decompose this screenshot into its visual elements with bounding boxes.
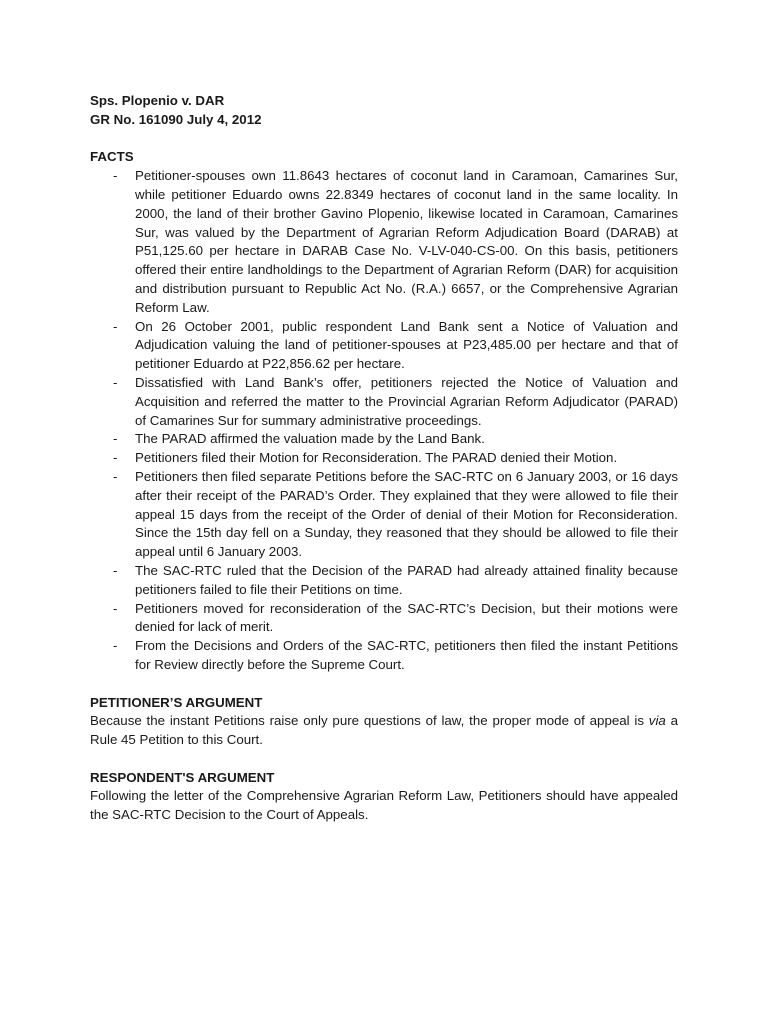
spacer <box>90 130 678 149</box>
fact-text: Petitioner-spouses own 11.8643 hectares of coconut land in Caramoan, Camarines Sur, while petitioner Eduardo owns 22.8349 hectares of coconut land in the same locality. In 2000, the land of their brother Gavino Plopenio, likewise located in Caramoan, Camarines Sur, was valued by the Department of Agrarian Reform Adjudication Board (DARAB) at P51,125.60 per hectare in DARAB Case No. V-LV-040-CS-00. On this basis, petitioners offered their entire landholdings to the Department of Agrarian Reform (DAR) for acquisition and distribution pursuant to Republic Act No. (R.A.) 6657, or the Comprehensive Agrarian Reform Law. <box>135 168 678 315</box>
respondent-argument-text: Following the letter of the Comprehensive Agrarian Reform Law, Petitioners should have appealed the SAC-RTC Decision to the Court of Appeals. <box>90 788 678 823</box>
bullet-dash: - <box>113 638 118 654</box>
list-item <box>90 637 678 675</box>
spacer <box>90 750 678 769</box>
fact-text: Dissatisfied with Land Bank’s offer, petitioners rejected the Notice of Valuation and Acquisition and referred the matter to the Provincial Agrarian Reform Adjudicator (PARAD) of Camarines Sur for summary administrative proceedings. <box>135 374 678 428</box>
bullet-dash: - <box>113 468 118 484</box>
list-item <box>90 600 678 638</box>
list-item <box>90 374 678 430</box>
petitioner-argument-heading: PETITIONER’S ARGUMENT <box>90 694 263 710</box>
bullet-dash: - <box>113 562 118 578</box>
case-title: Sps. Plopenio v. DAR <box>90 93 225 108</box>
bullet-dash: - <box>113 450 118 466</box>
argument-text-italic: via <box>648 713 666 729</box>
bullet-dash: - <box>113 600 118 616</box>
facts-list <box>90 167 678 675</box>
list-item <box>90 167 678 317</box>
argument-text-part: Because the instant Petitions raise only pure questions of law, the proper mode of appeal is <box>90 713 649 729</box>
facts-heading: FACTS <box>90 149 134 165</box>
fact-text: The SAC-RTC ruled that the Decision of the PARAD had already attained finality because petitioners failed to file their Petitions on time. <box>135 562 678 597</box>
list-item <box>90 449 678 468</box>
respondent-argument-heading: RESPONDENT'S ARGUMENT <box>90 769 275 785</box>
fact-text: The PARAD affirmed the valuation made by the Land Bank. <box>135 431 485 447</box>
spacer <box>90 675 678 694</box>
list-item <box>90 318 678 374</box>
fact-text: From the Decisions and Orders of the SAC-RTC, petitioners then filed the instant Petitions for Review directly before the Supreme Court. <box>135 638 678 672</box>
document-page <box>90 92 678 825</box>
fact-text: Petitioners moved for reconsideration of the SAC-RTC’s Decision, but their motions were denied for lack of merit. <box>135 600 678 635</box>
petitioner-argument-text <box>90 712 678 750</box>
bullet-dash: - <box>113 431 118 447</box>
fact-text: On 26 October 2001, public respondent Land Bank sent a Notice of Valuation and Adjudication valuing the land of petitioner-spouses at P23,485.00 per hectare and that of petitioner Eduardo at P22,856.62 per hectare. <box>135 318 678 372</box>
list-item <box>90 562 678 600</box>
argument-text-part: a Rule 45 Petition to this Court. <box>90 713 678 748</box>
bullet-dash: - <box>113 374 118 390</box>
case-number: GR No. 161090 July 4, 2012 <box>90 111 262 127</box>
fact-text: Petitioners then filed separate Petitions before the SAC-RTC on 6 January 2003, or 16 days after their receipt of the PARAD’s Order. They explained that they were allowed to file their appeal 15 days from the receipt of the Order of denial of their Motion for Reconsideration. Since the 15th day fell on a Sunday, they reasoned that they should be allowed to file their appeal until 6 January 2003. <box>135 468 678 560</box>
list-item <box>90 430 678 449</box>
list-item <box>90 468 678 562</box>
bullet-dash: - <box>113 318 118 334</box>
fact-text: Petitioners filed their Motion for Reconsideration. The PARAD denied their Motion. <box>135 450 618 466</box>
bullet-dash: - <box>113 168 118 184</box>
